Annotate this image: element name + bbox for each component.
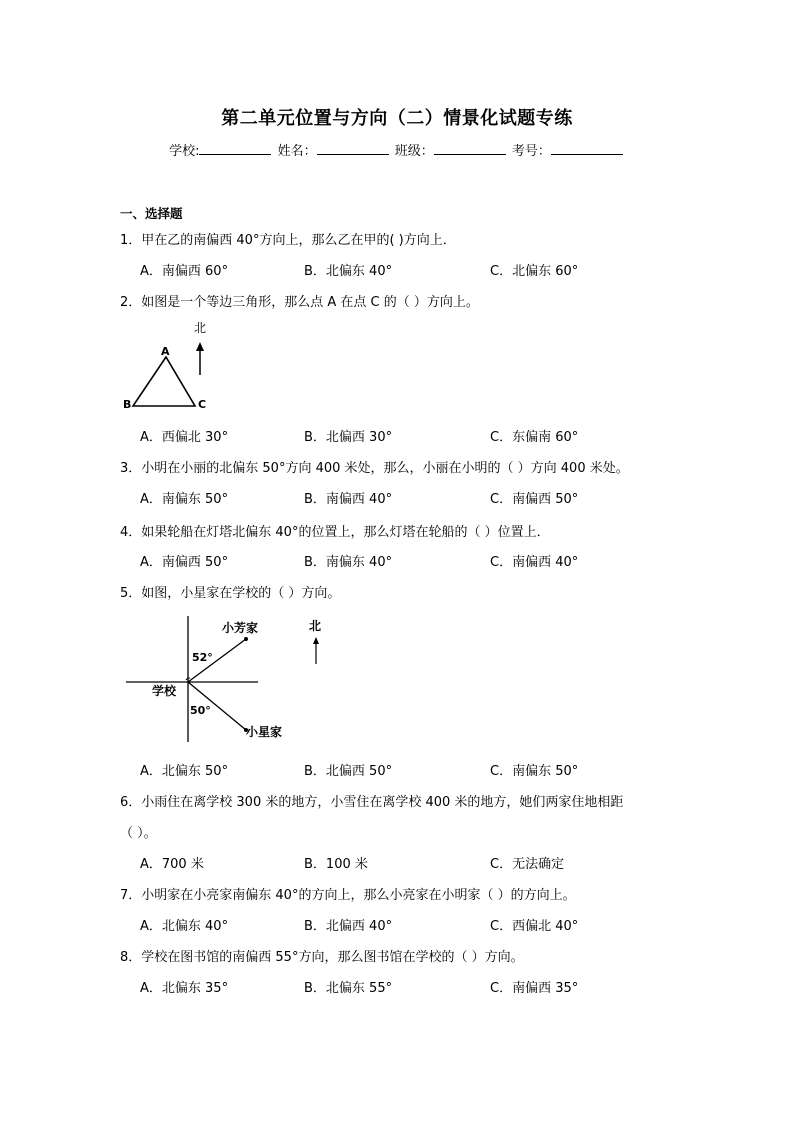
equilateral-triangle <box>133 357 195 406</box>
point-a-label: A <box>161 345 170 358</box>
question-1: 1．甲在乙的南偏西 40°方向上，那么乙在甲的( )方向上． <box>120 233 456 248</box>
q2-option-c[interactable]: C．东偏南 60° <box>490 430 579 445</box>
north-label: 北 <box>194 321 207 335</box>
point-c-label: C <box>198 398 207 411</box>
section-title: 一、选择题 <box>120 206 183 221</box>
q5-option-a[interactable]: A．北偏东 50° <box>140 764 229 779</box>
class-blank[interactable] <box>434 142 506 155</box>
question-7: 7．小明家在小亮家南偏东 40°的方向上，那么小亮家在小明家（ ）的方向上。 <box>120 888 576 903</box>
q5-option-b[interactable]: B．北偏西 50° <box>304 764 393 779</box>
student-info-line <box>0 140 794 159</box>
school-label-figure: 学校 <box>152 684 177 698</box>
north-arrow-icon <box>196 342 204 351</box>
name-label: 姓名： <box>277 144 317 159</box>
question-6-line-2: （ ）。 <box>120 826 157 841</box>
q2-option-b[interactable]: B．北偏西 30° <box>304 430 393 445</box>
question-2: 2．如图是一个等边三角形，那么点 A 在点 C 的（ ）方向上。 <box>120 295 479 310</box>
q4-option-c[interactable]: C．南偏西 40° <box>490 555 579 570</box>
q7-option-b[interactable]: B．北偏西 40° <box>304 919 393 934</box>
school-blank[interactable] <box>199 142 271 155</box>
q6-option-c[interactable]: C．无法确定 <box>490 857 565 872</box>
q1-option-b[interactable]: B．北偏东 40° <box>304 264 393 279</box>
q4-option-a[interactable]: A．南偏西 50° <box>140 555 229 570</box>
xiaoxing-label: 小星家 <box>246 725 283 739</box>
exam-no-label: 考号： <box>511 144 551 159</box>
q5-option-c[interactable]: C．南偏东 50° <box>490 764 579 779</box>
q8-option-c[interactable]: C．南偏西 35° <box>490 981 579 996</box>
q4-option-b[interactable]: B．南偏东 40° <box>304 555 393 570</box>
exam-no-blank[interactable] <box>551 142 623 155</box>
direction-figure <box>120 610 340 750</box>
q6-option-a[interactable]: A．700 米 <box>140 857 204 872</box>
q3-option-a[interactable]: A．南偏东 50° <box>140 492 229 507</box>
q3-option-b[interactable]: B．南偏西 40° <box>304 492 393 507</box>
angle-50-label: 50° <box>190 704 211 717</box>
q8-option-b[interactable]: B．北偏东 55° <box>304 981 393 996</box>
q1-option-a[interactable]: A．南偏西 60° <box>140 264 229 279</box>
xiaofang-point <box>244 637 248 641</box>
q7-option-a[interactable]: A．北偏东 40° <box>140 919 229 934</box>
xiaofang-label: 小芳家 <box>222 621 259 635</box>
question-3: 3．小明在小丽的北偏东 50°方向 400 米处，那么，小丽在小明的（ ）方向 400 米处。 <box>120 461 629 476</box>
triangle-figure <box>115 315 225 415</box>
school-label: 学校: <box>169 144 200 159</box>
name-blank[interactable] <box>317 142 389 155</box>
q1-option-c[interactable]: C．北偏东 60° <box>490 264 579 279</box>
class-label: 班级： <box>394 144 434 159</box>
question-8: 8．学校在图书馆的南偏西 55°方向，那么图书馆在学校的（ ）方向。 <box>120 950 524 965</box>
q6-option-b[interactable]: B．100 米 <box>304 857 368 872</box>
question-4: 4．如果轮船在灯塔北偏东 40°的位置上，那么灯塔在轮船的（ ）位置上． <box>120 525 550 540</box>
page-title: 第二单元位置与方向（二）情景化试题专练 <box>221 108 573 129</box>
question-6-line-1: 6．小雨住在离学校 300 米的地方，小雪住在离学校 400 米的地方，她们两家住地相距 <box>120 795 624 810</box>
q3-option-c[interactable]: C．南偏西 50° <box>490 492 579 507</box>
point-b-label: B <box>123 398 132 411</box>
q7-option-c[interactable]: C．西偏北 40° <box>490 919 579 934</box>
q8-option-a[interactable]: A．北偏东 35° <box>140 981 229 996</box>
north-label: 北 <box>309 619 322 633</box>
angle-52-label: 52° <box>192 651 213 664</box>
north-arrow-icon <box>313 637 319 644</box>
q2-option-a[interactable]: A．西偏北 30° <box>140 430 229 445</box>
question-5: 5．如图，小星家在学校的（ ）方向。 <box>120 586 341 601</box>
